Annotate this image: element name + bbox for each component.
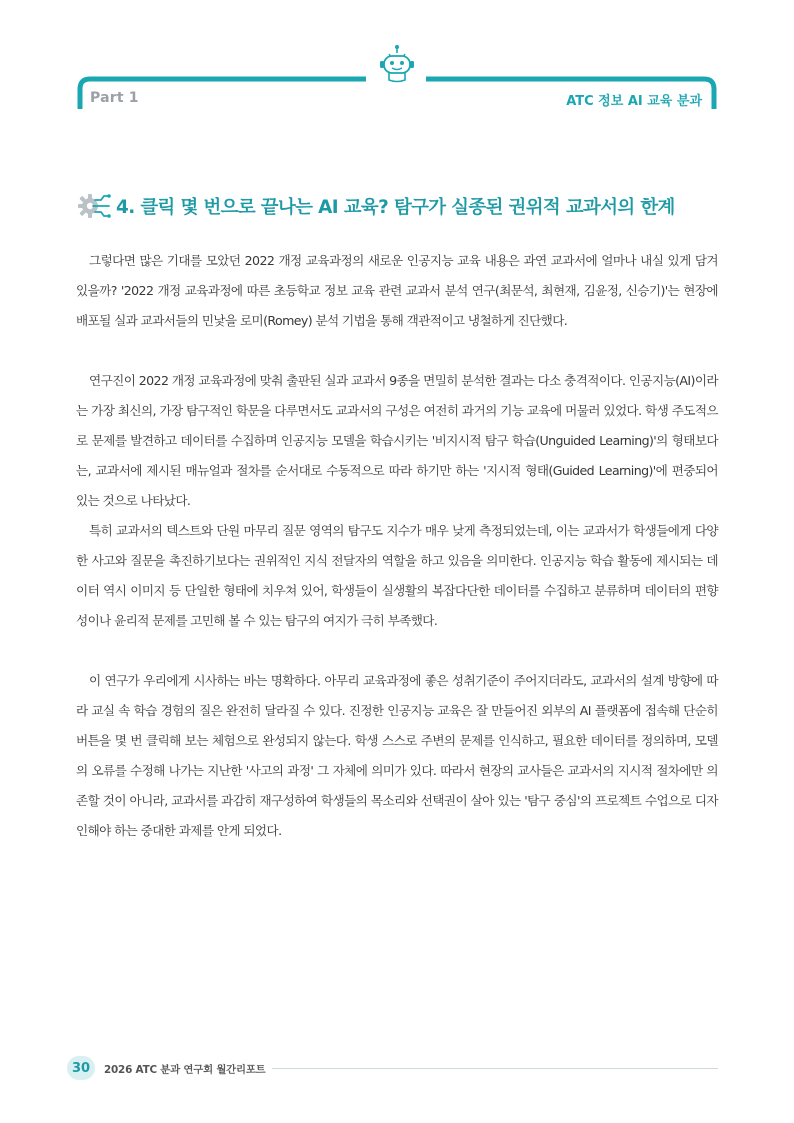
paragraph: 특히 교과서의 텍스트와 단원 마무리 질문 영역의 탐구도 지수가 매우 낮게 측정되었는데, 이는 교과서가 학생들에게 다양한 사고와 질문을 촉진하기보다는 권위적인 지식 전달자의 역할을 하고 있음을 의미한다. 인공지능 학습 활동에 제시되는 데이터 역시 이미지 등 단일한 형태에 치우쳐 있어, 학생들이 실생활의 복잡다단한 데이터를 수집하고 분류하며 데이터의 편향성이나 윤리적 문제를 고민해 볼 수 있는 탐구의 여지가 극히 부족했다. xyxy=(76,523,718,628)
section-title: 4. 클릭 몇 번으로 끝나는 AI 교육? 탐구가 실종된 권위적 교과서의 한계 xyxy=(116,197,675,218)
footer-divider xyxy=(272,1068,718,1069)
section-label: ATC 정보 AI 교육 분과 xyxy=(566,94,702,109)
paragraph: 연구진이 2022 개정 교육과정에 맞춰 출판된 실과 교과서 9종을 면밀히 분석한 결과는 다소 충격적이다. 인공지능(AI)이라는 가장 최신의, 가장 탐구적인 학문을 다루면서도 교과서의 구성은 여전히 과거의 기능 교육에 머물러 있었다. 학생 주도적으로 문제를 발견하고 데이터를 수집하며 인공지능 모델을 학습시키는 '비지시적 탐구 학습(Unguided Learning)'의 형태보다는, 교과서에 제시된 매뉴얼과 절차를 순서대로 수동적으로 따라 하기만 하는 '지시적 형태(Guided Learning)'에 편중되어 있는 것으로 나타났다. xyxy=(76,373,718,508)
part-label: Part 1 xyxy=(90,90,139,106)
robot-icon xyxy=(379,44,415,84)
footer-title: 2026 ATC 분과 연구회 월간리포트 xyxy=(104,1064,266,1076)
section-heading xyxy=(76,188,736,224)
article-body xyxy=(76,246,718,846)
paragraph: 이 연구가 우리에게 시사하는 바는 명확하다. 아무리 교육과정에 좋은 성취기준이 주어지더라도, 교과서의 설계 방향에 따라 교실 속 학습 경험의 질은 완전히 달라질 수 있다. 진정한 인공지능 교육은 잘 만들어진 외부의 AI 플랫폼에 접속해 단순히 버튼을 몇 번 클릭해 보는 체험으로 완성되지 않는다. 학생 스스로 주변의 문제를 인식하고, 필요한 데이터를 정의하며, 모델의 오류를 수정해 나가는 지난한 '사고의 과정' 그 자체에 의미가 있다. 따라서 현장의 교사들은 교과서의 지시적 절차에만 의존할 것이 아니라, 교과서를 과감히 재구성하여 학생들의 목소리와 선택권이 살아 있는 '탐구 중심'의 프로젝트 수업으로 디자인해야 하는 중대한 과제를 안게 되었다. xyxy=(76,673,718,838)
gear-icon xyxy=(76,190,112,222)
page-number: 30 xyxy=(67,1056,95,1080)
paragraph: 그렇다면 많은 기대를 모았던 2022 개정 교육과정의 새로운 인공지능 교육 내용은 과연 교과서에 얼마나 내실 있게 담겨 있을까? '2022 개정 교육과정에 따른 초등학교 정보 교육 관련 교과서 분석 연구(최문석, 최현재, 김윤정, 신승기)'는 현장에 배포될 실과 교과서들의 민낯을 로미(Romey) 분석 기법을 통해 객관적이고 냉철하게 진단했다. xyxy=(76,253,718,328)
